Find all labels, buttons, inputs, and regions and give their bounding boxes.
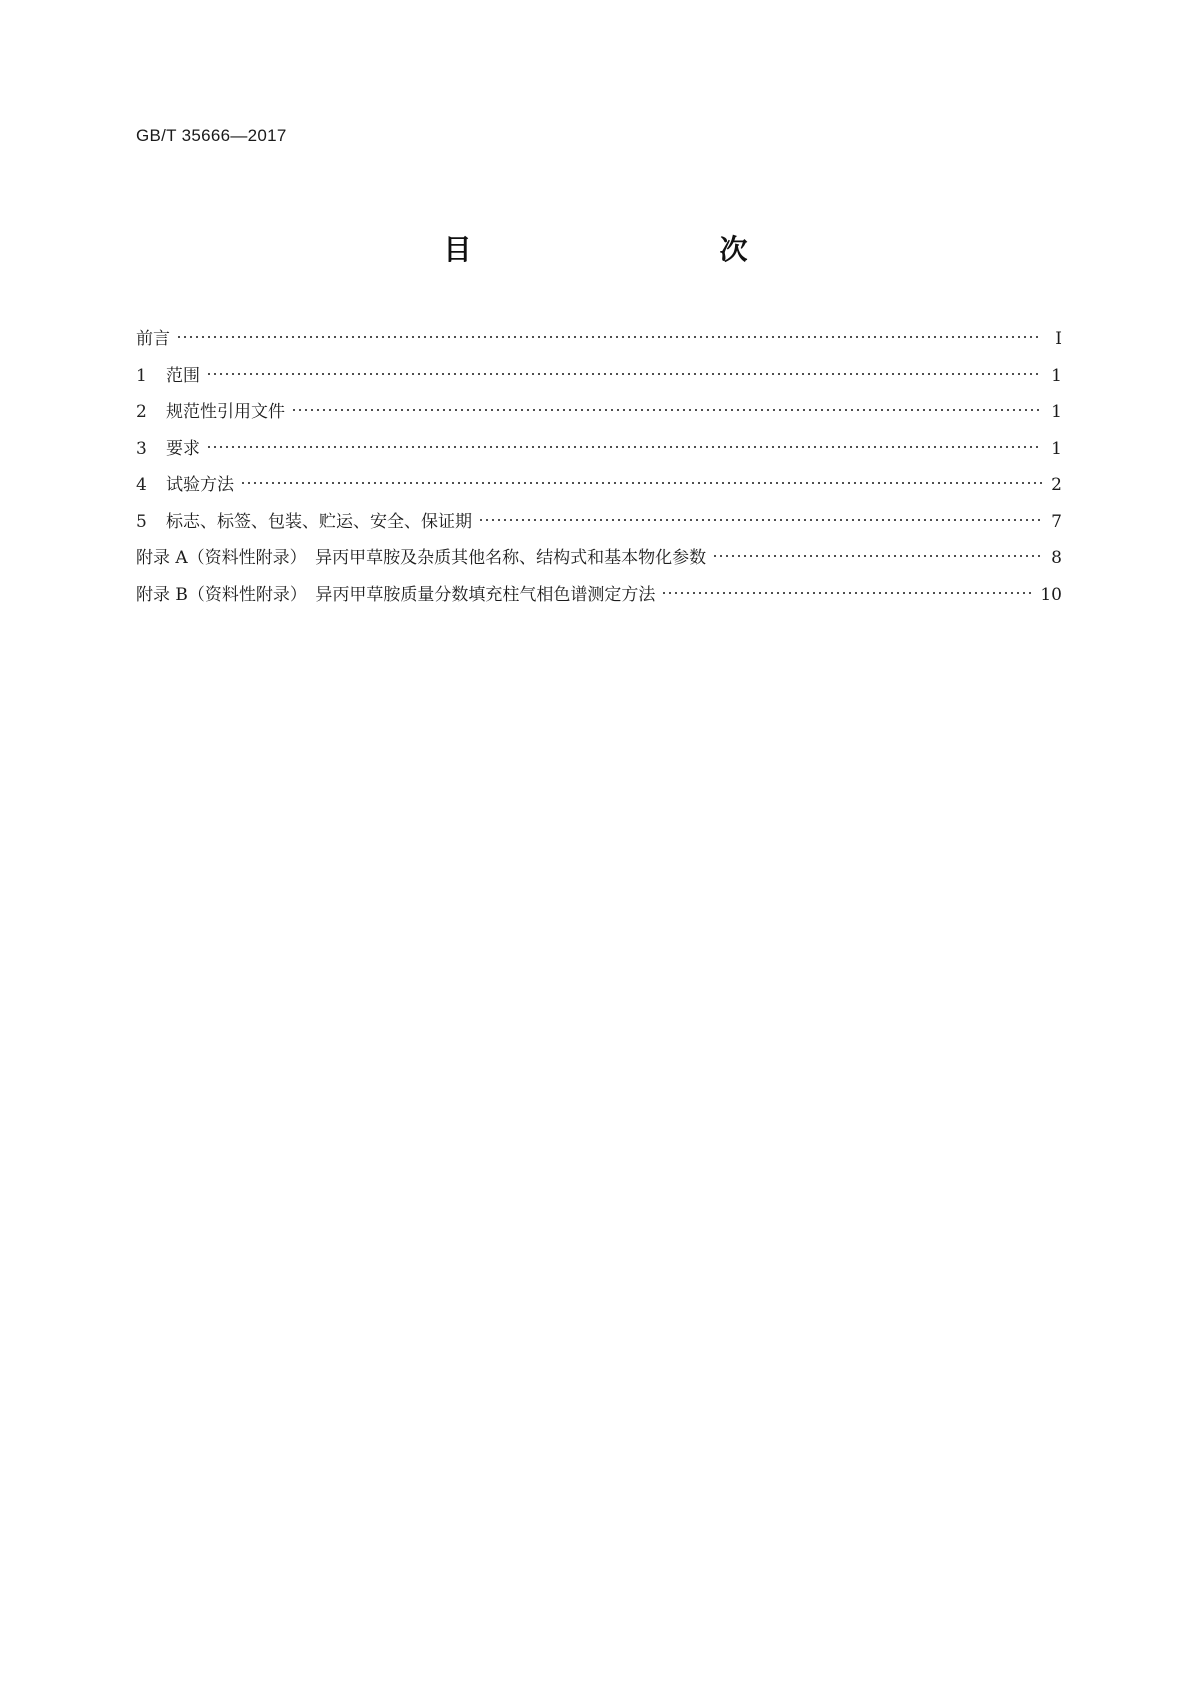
- toc-entry-test-methods[interactable]: [136, 474, 1062, 511]
- dot-leader: [240, 480, 1042, 486]
- toc-section-number: 2: [136, 402, 147, 422]
- toc-entry-label: 标志、标签、包装、贮运、安全、保证期: [166, 511, 472, 532]
- toc-entry-label: 范围: [166, 365, 200, 386]
- dot-leader: [291, 407, 1042, 413]
- toc-entry-annex-a[interactable]: [136, 547, 1062, 584]
- dot-leader: [206, 444, 1042, 450]
- toc-entry-label: 规范性引用文件: [166, 402, 285, 422]
- toc-section-number: 1: [136, 365, 147, 386]
- toc-entry-scope[interactable]: [136, 365, 1062, 402]
- toc-entry-label: 附录 A（资料性附录） 异丙甲草胺及杂质其他名称、结构式和基本物化参数: [136, 548, 707, 568]
- dot-leader: [661, 590, 1034, 596]
- toc-entry-marking-packaging[interactable]: [136, 511, 1062, 548]
- dot-leader: [712, 553, 1042, 559]
- table-of-contents: [136, 328, 1062, 620]
- toc-page-number: 1: [1051, 438, 1062, 459]
- toc-entry-label: 试验方法: [166, 475, 234, 495]
- toc-page-number: 2: [1051, 475, 1062, 495]
- toc-entry-label: 要求: [166, 438, 200, 459]
- toc-entry-annex-b[interactable]: [136, 584, 1062, 621]
- dot-leader: [176, 334, 1042, 340]
- toc-page-number: 1: [1051, 365, 1062, 386]
- toc-entry-label: 附录 B（资料性附录） 异丙甲草胺质量分数填充柱气相色谱测定方法: [136, 584, 656, 605]
- toc-entry-foreword[interactable]: [136, 328, 1062, 365]
- toc-section-number: 4: [136, 475, 147, 495]
- toc-entry-normative-references[interactable]: [136, 401, 1062, 438]
- toc-entry-requirements[interactable]: [136, 438, 1062, 475]
- toc-page-number: 1: [1051, 402, 1062, 422]
- dot-leader: [206, 371, 1042, 377]
- toc-page-number: 10: [1040, 584, 1062, 605]
- toc-page-number: 8: [1051, 548, 1062, 568]
- page-title: 目 次: [443, 233, 812, 266]
- standard-code: GB/T 35666—2017: [136, 126, 287, 145]
- dot-leader: [478, 517, 1042, 523]
- toc-section-number: 3: [136, 438, 147, 459]
- toc-page-number: 7: [1051, 511, 1062, 532]
- toc-section-number: 5: [136, 511, 147, 532]
- toc-page-number: Ⅰ: [1055, 329, 1062, 349]
- toc-entry-label: 前言: [136, 329, 170, 349]
